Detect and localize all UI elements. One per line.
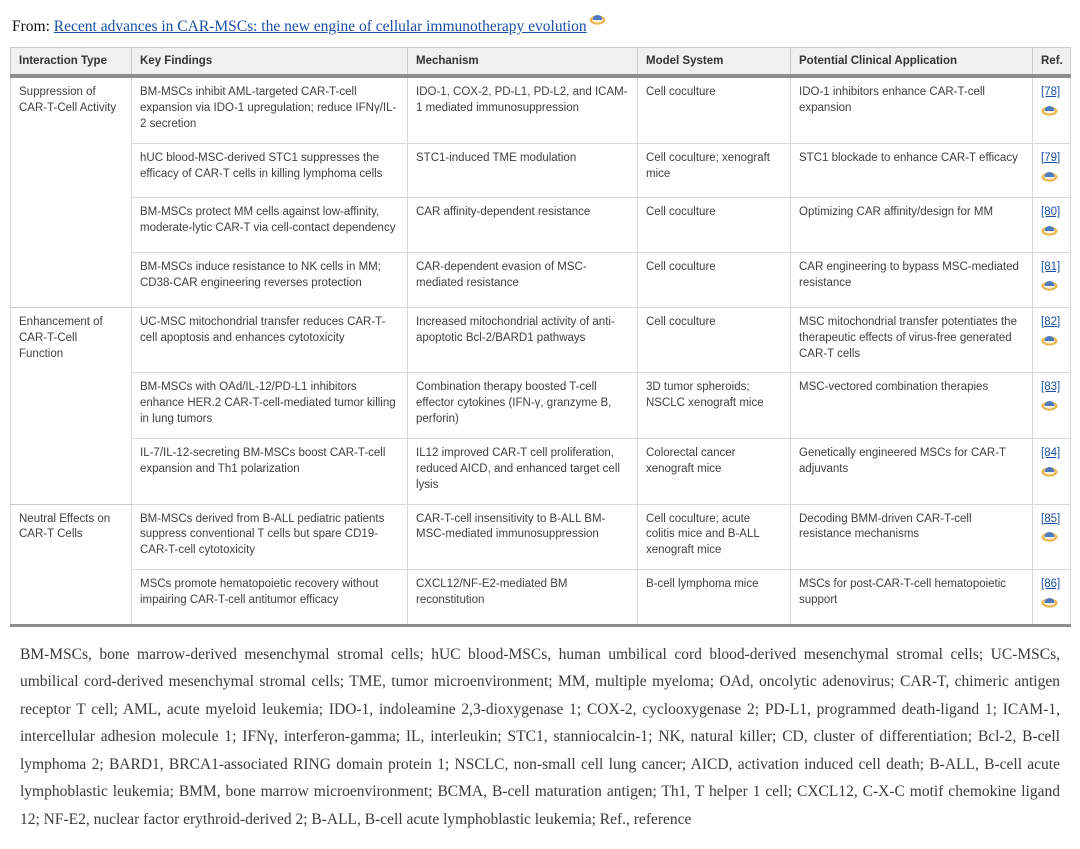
reference-link[interactable]: [84] [1041, 447, 1061, 460]
ref-cell [1033, 198, 1071, 253]
model-system-cell: Cell coculture [638, 307, 791, 373]
model-system-cell: Cell coculture; acute colitis mice and B-ALL xenograft mice [638, 504, 791, 570]
from-label: From: [12, 18, 50, 36]
key-findings-cell: hUC blood-MSC-derived STC1 suppresses the efficacy of CAR-T cells in killing lymphoma cells [132, 143, 408, 198]
ref-cell [1033, 504, 1071, 570]
application-cell: MSC-vectored combination therapies [791, 373, 1033, 439]
mechanism-cell: Increased mitochondrial activity of anti-apoptotic Bcl-2/BARD1 pathways [408, 307, 638, 373]
application-cell: CAR engineering to bypass MSC-mediated resistance [791, 253, 1033, 308]
external-link-icon[interactable] [1041, 465, 1058, 477]
column-header-ref: Ref. [1033, 48, 1071, 77]
ref-cell [1033, 253, 1071, 308]
model-system-cell: B-cell lymphoma mice [638, 570, 791, 626]
reference-link[interactable]: [82] [1041, 315, 1061, 328]
key-findings-cell: UC-MSC mitochondrial transfer reduces CAR-T-cell apoptosis and enhances cytotoxicity [132, 307, 408, 373]
external-link-icon[interactable] [1041, 530, 1058, 542]
column-header-interaction-type: Interaction Type [11, 48, 132, 77]
table-row [11, 198, 1071, 253]
mechanism-cell: CAR-T-cell insensitivity to B-ALL BM-MSC-mediated immunosuppression [408, 504, 638, 570]
article-title-link[interactable]: Recent advances in CAR-MSCs: the new engine of cellular immunotherapy evolution [53, 18, 587, 36]
external-link-icon[interactable] [1041, 596, 1058, 608]
key-findings-cell: BM-MSCs with OAd/IL-12/PD-L1 inhibitors enhance HER.2 CAR-T-cell-mediated tumor killing in lung tumors [132, 373, 408, 439]
interaction-type-cell: Suppression of CAR-T-Cell Activity [11, 76, 132, 307]
ref-cell [1033, 373, 1071, 439]
column-header-mechanism: Mechanism [408, 48, 638, 77]
external-link-icon[interactable] [589, 13, 606, 25]
model-system-cell: Colorectal cancer xenograft mice [638, 439, 791, 505]
model-system-cell: Cell coculture [638, 76, 791, 143]
model-system-cell: Cell coculture; xenograft mice [638, 143, 791, 198]
interactions-table [10, 47, 1071, 627]
reference-link[interactable]: [85] [1041, 512, 1061, 525]
external-link-icon[interactable] [1041, 279, 1058, 291]
model-system-cell: Cell coculture [638, 253, 791, 308]
external-link-icon[interactable] [1041, 224, 1058, 236]
application-cell: IDO-1 inhibitors enhance CAR-T-cell expansion [791, 76, 1033, 143]
source-line [0, 0, 1080, 38]
table-row [11, 307, 1071, 373]
key-findings-cell: MSCs promote hematopoietic recovery without impairing CAR-T-cell antitumor efficacy [132, 570, 408, 626]
column-header-model-system: Model System [638, 48, 791, 77]
table-row [11, 143, 1071, 198]
key-findings-cell: IL-7/IL-12-secreting BM-MSCs boost CAR-T-cell expansion and Th1 polarization [132, 439, 408, 505]
external-link-icon[interactable] [1041, 104, 1058, 116]
key-findings-cell: BM-MSCs induce resistance to NK cells in MM; CD38-CAR engineering reverses protection [132, 253, 408, 308]
application-cell: Genetically engineered MSCs for CAR-T adjuvants [791, 439, 1033, 505]
application-cell: MSC mitochondrial transfer potentiates the therapeutic effects of virus-free generated CAR-T cells [791, 307, 1033, 373]
model-system-cell: 3D tumor spheroids; NSCLC xenograft mice [638, 373, 791, 439]
reference-link[interactable]: [81] [1041, 261, 1061, 274]
table-header-row [11, 48, 1071, 77]
reference-link[interactable]: [83] [1041, 381, 1061, 394]
mechanism-cell: IL12 improved CAR-T cell proliferation, reduced AICD, and enhanced target cell lysis [408, 439, 638, 505]
application-cell: MSCs for post-CAR-T-cell hematopoietic support [791, 570, 1033, 626]
key-findings-cell: BM-MSCs derived from B-ALL pediatric patients suppress conventional T cells but spare CD19-CAR-T-cell cytotoxicity [132, 504, 408, 570]
table-row [11, 570, 1071, 626]
mechanism-cell: IDO-1, COX-2, PD-L1, PD-L2, and ICAM-1 mediated immunosuppression [408, 76, 638, 143]
column-header-application: Potential Clinical Application [791, 48, 1033, 77]
table-row [11, 76, 1071, 143]
mechanism-cell: Combination therapy boosted T-cell effector cytokines (IFN-γ, granzyme B, perforin) [408, 373, 638, 439]
mechanism-cell: CXCL12/NF-E2-mediated BM reconstitution [408, 570, 638, 626]
model-system-cell: Cell coculture [638, 198, 791, 253]
mechanism-cell: STC1-induced TME modulation [408, 143, 638, 198]
mechanism-cell: CAR-dependent evasion of MSC-mediated resistance [408, 253, 638, 308]
external-link-icon[interactable] [1041, 170, 1058, 182]
external-link-icon[interactable] [1041, 334, 1058, 346]
reference-link[interactable]: [86] [1041, 578, 1061, 591]
interaction-type-cell: Enhancement of CAR-T-Cell Function [11, 307, 132, 504]
application-cell: Optimizing CAR affinity/design for MM [791, 198, 1033, 253]
ref-cell [1033, 439, 1071, 505]
ref-cell [1033, 570, 1071, 626]
application-cell: STC1 blockade to enhance CAR-T efficacy [791, 143, 1033, 198]
ref-cell [1033, 143, 1071, 198]
ref-cell [1033, 76, 1071, 143]
table-row [11, 253, 1071, 308]
reference-link[interactable]: [80] [1041, 206, 1061, 219]
mechanism-cell: CAR affinity-dependent resistance [408, 198, 638, 253]
interaction-type-cell: Neutral Effects on CAR-T Cells [11, 504, 132, 625]
table-row [11, 373, 1071, 439]
external-link-icon[interactable] [1041, 399, 1058, 411]
table-row [11, 439, 1071, 505]
key-findings-cell: BM-MSCs inhibit AML-targeted CAR-T-cell expansion via IDO-1 upregulation; reduce IFNγ/IL-2 secretion [132, 76, 408, 143]
ref-cell [1033, 307, 1071, 373]
reference-link[interactable]: [79] [1041, 151, 1061, 164]
table-row [11, 504, 1071, 570]
abbreviations-footnote: BM-MSCs, bone marrow-derived mesenchymal stromal cells; hUC blood-MSCs, human umbilical cord blood-derived mesenchymal stromal cells; UC-MSCs, umbilical cord-derived mesenchymal stromal cells; TME, tumor microenvironment; MM, multiple myeloma; OAd, oncolytic adenovirus; CAR-T, chimeric antigen receptor T cell; AML, acute myeloid leukemia; IDO-1, indoleamine 2,3-dioxygenase 1; COX-2, cyclooxygenase 2; PD-L1, programmed death-ligand 1; ICAM-1, intercellular adhesion molecule 1; IFNγ, interferon-gamma; IL, interleukin; STC1, stanniocalcin-1; NK, natural killer; CD, cluster of differentiation; Bcl-2, B-cell lymphoma 2; BARD1, BRCA1-associated RING domain protein 1; NSCLC, non-small cell lung cancer; AICD, activation induced cell death; B-ALL, B-cell acute lymphoblastic leukemia; BMM, bone marrow microenvironment; BCMA, B-cell maturation antigen; Th1, T helper 1 cell; CXCL12, C-X-C motif chemokine ligand 12; NF-E2, nuclear factor erythroid-derived 2; B-ALL, B-cell acute lymphoblastic leukemia; Ref., reference [20, 645, 1060, 828]
reference-link[interactable]: [78] [1041, 86, 1061, 99]
column-header-key-findings: Key Findings [132, 48, 408, 77]
key-findings-cell: BM-MSCs protect MM cells against low-affinity, moderate-lytic CAR-T via cell-contact dependency [132, 198, 408, 253]
application-cell: Decoding BMM-driven CAR-T-cell resistance mechanisms [791, 504, 1033, 570]
